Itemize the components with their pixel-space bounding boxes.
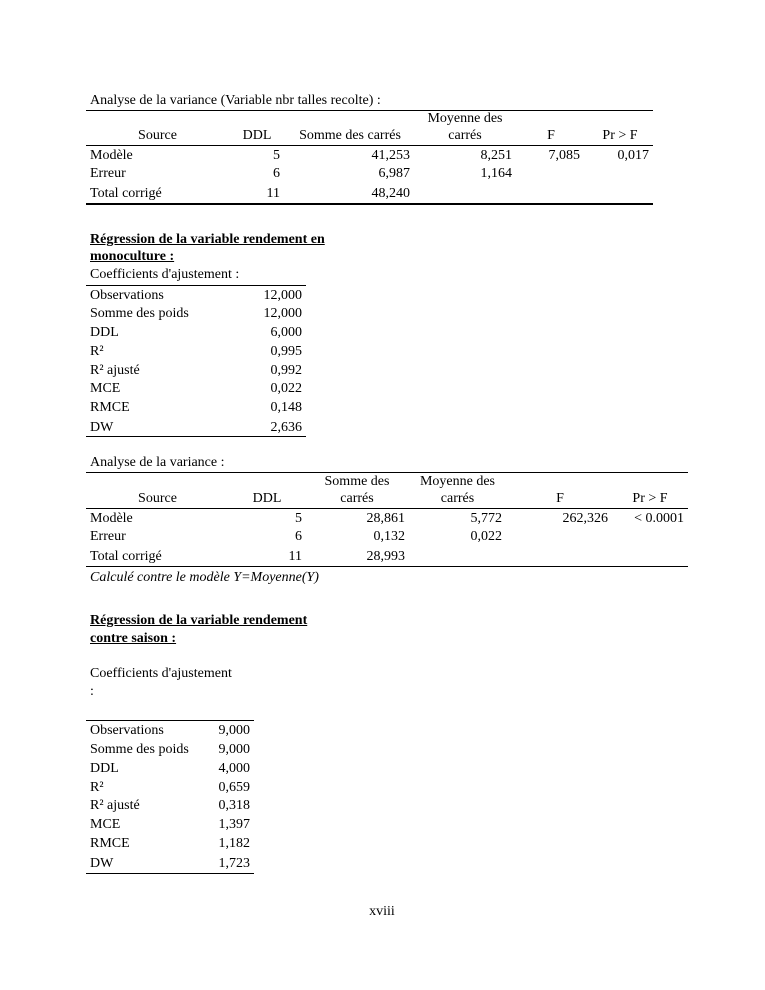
anova1-row-ddl: 11 — [266, 186, 280, 201]
anova1-row-f: 7,085 — [548, 148, 580, 163]
anova2-header-rule — [86, 508, 688, 509]
reg1-row-value: 12,000 — [263, 288, 302, 303]
anova2-note: Calculé contre le modèle Y=Moyenne(Y) — [90, 570, 319, 585]
reg2-heading-line1: Régression de la variable rendement — [90, 613, 308, 628]
anova2-header-ssq-line2: carrés — [340, 491, 374, 506]
anova1-row-p: 0,017 — [617, 148, 649, 163]
anova1-header-f: F — [547, 128, 555, 143]
anova2-row-ddl: 5 — [295, 511, 302, 526]
reg1-row-label: RMCE — [90, 400, 130, 415]
anova1-row-ddl: 5 — [273, 148, 280, 163]
reg2-row-label: Observations — [90, 723, 164, 738]
anova2-row-source: Total corrigé — [90, 549, 162, 564]
anova2-header-p: Pr > F — [632, 491, 668, 506]
anova1-header-msq-line2: carrés — [448, 128, 482, 143]
anova1-row-source: Modèle — [90, 148, 133, 163]
reg2-row-label: R² ajusté — [90, 798, 140, 813]
reg1-heading-line2: monoculture : — [90, 249, 175, 264]
reg1-row-value: 6,000 — [270, 325, 302, 340]
reg2-bottom-rule — [86, 873, 254, 874]
anova1-header-msq-line1: Moyenne des — [427, 111, 503, 126]
reg2-row-label: MCE — [90, 817, 121, 832]
anova1-row-ssq: 41,253 — [371, 148, 410, 163]
anova2-row-msq: 5,772 — [470, 511, 502, 526]
reg1-row-label: R² — [90, 344, 104, 359]
reg2-row-label: DDL — [90, 761, 119, 776]
anova2-row-ssq: 28,861 — [366, 511, 405, 526]
anova1-header-rule — [86, 145, 653, 146]
reg2-row-value: 1,397 — [218, 817, 250, 832]
anova2-row-ssq: 28,993 — [366, 549, 405, 564]
reg1-row-value: 0,022 — [270, 381, 302, 396]
reg2-top-rule — [86, 720, 254, 721]
anova2-header-source: Source — [138, 491, 177, 506]
anova2-row-ddl: 11 — [288, 549, 302, 564]
anova1-bottom-rule — [86, 203, 653, 205]
reg2-row-label: R² — [90, 780, 104, 795]
reg2-row-label: RMCE — [90, 836, 130, 851]
anova1-top-rule — [86, 110, 653, 111]
anova1-row-msq: 8,251 — [480, 148, 512, 163]
reg2-row-label: Somme des poids — [90, 742, 189, 757]
anova2-top-rule — [86, 472, 688, 473]
anova1-header-source: Source — [138, 128, 177, 143]
anova1-row-ssq: 6,987 — [378, 166, 410, 181]
anova1-header-p: Pr > F — [602, 128, 638, 143]
reg1-row-value: 12,000 — [263, 306, 302, 321]
reg1-row-label: Somme des poids — [90, 306, 189, 321]
reg1-row-label: R² ajusté — [90, 363, 140, 378]
reg2-row-value: 1,723 — [218, 856, 250, 871]
anova2-row-ssq: 0,132 — [373, 529, 405, 544]
reg2-row-value: 9,000 — [218, 723, 250, 738]
anova2-header-ddl: DDL — [252, 491, 282, 506]
reg1-row-label: DW — [90, 420, 114, 435]
reg1-top-rule — [86, 285, 306, 286]
reg1-heading-line1: Régression de la variable rendement en — [90, 232, 325, 247]
page-number: xviii — [369, 904, 395, 919]
reg2-row-value: 0,318 — [218, 798, 250, 813]
anova2-header-ssq-line1: Somme des — [324, 474, 390, 489]
reg1-row-label: Observations — [90, 288, 164, 303]
anova2-bottom-rule — [86, 566, 688, 567]
reg2-row-value: 9,000 — [218, 742, 250, 757]
anova1-row-ssq: 48,240 — [371, 186, 410, 201]
anova2-header-msq-line2: carrés — [440, 491, 475, 506]
anova2-header-f: F — [556, 491, 564, 506]
anova1-header-ssq: Somme des carrés — [299, 128, 401, 143]
reg2-fit-label-line2: : — [90, 684, 94, 699]
reg1-row-value: 0,992 — [270, 363, 302, 378]
reg1-bottom-rule — [86, 436, 306, 437]
reg1-row-label: DDL — [90, 325, 119, 340]
reg2-row-value: 0,659 — [218, 780, 250, 795]
anova1-row-source: Erreur — [90, 166, 126, 181]
anova2-row-p: < 0.0001 — [634, 511, 684, 526]
reg2-row-value: 1,182 — [218, 836, 250, 851]
anova2-row-source: Erreur — [90, 529, 126, 544]
reg1-row-value: 0,995 — [270, 344, 302, 359]
anova2-title: Analyse de la variance : — [90, 455, 225, 470]
anova2-header-msq-line1: Moyenne des — [419, 474, 496, 489]
reg2-row-label: DW — [90, 856, 114, 871]
anova2-row-ddl: 6 — [295, 529, 302, 544]
anova1-row-ddl: 6 — [273, 166, 280, 181]
reg2-heading-line2: contre saison : — [90, 631, 177, 646]
reg1-row-value: 2,636 — [270, 420, 302, 435]
reg2-fit-label-line1: Coefficients d'ajustement — [90, 666, 232, 681]
anova2-row-f: 262,326 — [562, 511, 608, 526]
anova2-row-msq: 0,022 — [470, 529, 502, 544]
anova2-row-source: Modèle — [90, 511, 133, 526]
reg1-row-label: MCE — [90, 381, 121, 396]
anova1-row-source: Total corrigé — [90, 186, 162, 201]
anova1-title: Analyse de la variance (Variable nbr talles recolte) : — [90, 93, 381, 108]
reg2-row-value: 4,000 — [218, 761, 250, 776]
reg1-fit-label: Coefficients d'ajustement : — [90, 267, 240, 282]
reg1-row-value: 0,148 — [270, 400, 302, 415]
anova1-row-msq: 1,164 — [480, 166, 512, 181]
anova1-header-ddl: DDL — [242, 128, 272, 143]
